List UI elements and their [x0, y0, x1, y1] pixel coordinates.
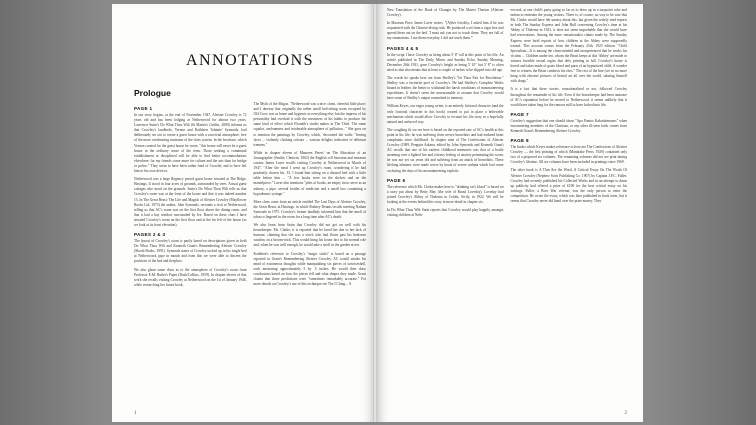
annotation-paragraph: The layout of Crowley's room is partly based on descriptions given in both Do What Thou Wilt and Kenneth Grant's Remembering Aleister Crowley (Skoob Books, 1991). Symonds states of Crowley tucked up in his single bed at Netherwood, pipe in mouth and from this we were able to discern the positions of the bed and fireplace. — [134, 239, 247, 264]
annotation-paragraph: In Do What Thou Wilt Sutin reports that Crowley would play happily amongst visiting children at Neth- — [387, 208, 504, 218]
annotation-paragraph: We also glean some clues as to the atmosphere of Crowley's room from Professor E.M. Butler's Paper (Dusk/Collins, 1959). In chapter eleven of that work she recalls visiting Crowley at Netherwood on the 1st of January 1946, while researching her future book, — [134, 267, 247, 287]
page-number: 2 — [624, 411, 627, 416]
page-number: 1 — [134, 411, 137, 416]
right-page-columns — [387, 8, 627, 221]
right-column-1 — [387, 8, 504, 221]
annotation-paragraph: The reference which Ms. Clarke makes here to "drinking cat's blood" is based on a story put about by Betty May (the wife of Raoul Loveday). Loveday had joined Crowley's Abbey of Thelema in Cefalu, Sicily, in 1922. We will be looking at the events behind this story in more detail in chapter six. — [387, 184, 504, 204]
annotation-paragraph: The coughing fit we see here is based on the reported rate of AC's health at this point in his life; he was suffering from severe bronchitis and had endured heart complaints since childhood. In chapter nine of The Confessions of Aleister Crowley (1989, Penguin Arkana, edited by John Symonds and Kenneth Grant) AC recalls that one of his earliest childhood memories was that of a bottle steaming over a lighted fire and a heavy feeling of anxiety permeating the room; he was not yet six years old and suffering from an attack of bronchitis. These lifelong ailments were made worse by bouts of severe asthma which had come on during the days of his mountaineering exploits. — [387, 127, 504, 173]
annotation-paragraph: New Translation of the Book of Changes by The Master Therion (Aleister Crowley). — [387, 8, 504, 18]
annotation-page-label: PAGES 4 & 5 — [387, 45, 419, 51]
annotation-paragraph: In the script I have Crowley as being about 5' 8" tall at this point of his life. An article published in The Daily Mirror and Sunday Echo, Sunday Morning, December 20th 1931, gave Crowley's height as being 5' 10" but 5' 8" is often sited as that also means that at least a couple of inches to be slipped into old age. — [387, 52, 504, 72]
annotation-paragraph: Netherwood was a large Regency period guest house situated at The Ridge, Hastings. It stood in four acres of grounds, surrounded by trees. Actual guest cottages also stood on the grounds. Sutin's Do What Thou Wilt tells us that Crowley's room was at the front of the house and that it was indeed number 13. In The Great Beast: The Life and Magick of Aleister Crowley (Mayflower Books Ltd, 1973) the author, John Symonds, recounts a visit to Netherwood, telling us that AC's room was on the first floor above the dining room, and that it had a bay window surrounded by Ive. Based on these clues I have situated Crowley's room on the first floor and at the far left of the house (as we look at its front elevation). — [134, 177, 247, 227]
annotation-paragraph: It is a fact that these stories, sensationalised or not, followed Crowley throughout the remainder of his life. Even if the housekeeper had been unaware of AC's reputation before he moved to Netherwood, it seems unlikely that it would have taken long for the rumour mill to have kicked into life. — [510, 87, 627, 107]
left-column-1 — [134, 102, 247, 291]
right-column-2 — [511, 8, 628, 221]
annotation-paragraph: The other book is A Thin Are the Word, A Critical Essay On The Worth Of Aleister Crowley (Nephew Scott Publishing Co. 1907) by Captain J.F.C. Fuller. Crowley had recently published his Collected Works and in an attempt to drum up publicity had offered a prize of £100 for the best critical essay on his writings. Fuller, a Boer War veteran, was the only person to enter the competition. He wrote the essay, which was later published in book form, but it seems that Crowley never did hand over the prize money. They — [510, 168, 627, 203]
annotation-page-label: PAGE 1 — [134, 106, 153, 111]
annotation-page-label: PAGE 6 — [387, 177, 406, 183]
annotation-paragraph: The Myth of the Magus. "Netherwood was a nice, clean, cheerful little place; and I daresay that originally the rather small bed-sitting room occupied by Old Crow was as home and hygienic as everything else; but the impress of his personality had overlaid it with the messiness of his habits to produce the same kind of effect which Elsonith's studio makes in The Thief. The same squalor, uncleanness and intolerable atmosphere of pollution..." She goes on to mention the paintings by Crowley, which, 'decorated the walls: "leering faces ... violently clashing colours ... various delights indicative of delirium tremens." — [253, 102, 366, 147]
annotation-paragraph: In Museum Piece James Laver writes, "[A]fter frivolity, I asked him if he was acquainted with the Chinese diving rods. He produced a set from a cigar box and spread them out on the bed. 'I must ask you not to touch them. They are full of my emanations. I use them everyday. I did not teach them.'" — [387, 21, 504, 41]
annotation-paragraph: The words he speaks here are from Shelley's "let Thou Fair for Resolution." Shelley was a favourite poet of Crowley's. He had Shelley's Complete Works bound in leather, the better to withstand the harsh conditions of mountaineering expeditions. It doesn't seem the unreasonable to assume that Crowley would have some of Shelley's output committed to memory. — [387, 75, 504, 101]
annotation-page-label: PAGE 8 — [510, 138, 529, 144]
left-page-columns — [134, 102, 366, 291]
annotation-paragraph: William Keyes, our eager young writer, is an entirely fictional character (and the only fictional character in this book) created to put in place a believable mechanism which would allow Crowley to recount his life story in a hopefully natural and unforced way. — [387, 104, 504, 124]
left-page — [112, 4, 374, 422]
annotation-paragraph: Kathleen's reference to Crowley's "magic sticks" is based on a passage reported in Grant's Remembering Aleister Crowley. AC would smoke his mind of extraneous thoughts while manipulating six pieces of tortoiseshell, each measuring approximately 5 by .5 inches. He would then draw conclusions based on how the pieces fell and what shapes they made. Grant claims that those predictions were "sometimes remarkably accurate." For more details on Crowley's use of this technique see The I Ching – A — [253, 251, 366, 287]
page-title: ANNOTATIONS — [185, 52, 315, 69]
annotation-paragraph: erwood, at one child's party going so far as to dress up in a turquoise robe and turban to entertain the young visitors. There is, of course, no way to be sure that Ms. Clarke would have felt uneasy about this, but given the widely read reports in both The Sunday Express and John Bull concerning Crowley's time at his Abbey of Thelema in 1923, it does not seem improbable that she would have had reservations. Among the more sensationalist claims made by The Sunday Express were lurid reports of how children at the Abbey were supposedly treated. This account comes from the February 25th, 1923 edition: "Child Specialism—It is among the clean-minded and inexperienced that he works his victims ... Children under ten, whom the Beast keeps at this 'Abbey' are made to witness horrible sexual orgies that defy printing in full. Crowley's house is horrid and takes made of goats blood and parts of an hypnotized child. A wonder free to witness the Beast conducts his rites." The rest of the line (we in no more hung with obscene pictures of bestial art all over the world, saluting himself with drugs." — [510, 8, 627, 84]
annotation-page-label: PAGE 7 — [510, 111, 529, 117]
annotation-page-label: PAGES 2 & 3 — [134, 232, 166, 238]
annotation-paragraph: The books which Keyes makes reference to here are The Confessions of Aleister Crowley — the first printing of which (Mandrake Press, 1929) contained only two of a proposed six volumes. The remaining volumes did not see print during Crowley's lifetime. All six volumes have been included in printings since 1969. — [510, 145, 627, 165]
section-heading: Prologue — [134, 88, 171, 98]
right-page — [377, 4, 643, 422]
annotation-paragraph: Crowley's suggestion that one should shout "Apo Pantos Kakodaimonos" when encountering members of the Christian, or any other ill-seen faith, comes from Kenneth Grant's Remembering Aleister Crowley. — [510, 118, 627, 133]
annotation-paragraph: In our story begins, at the end of November 1947, Aleister Crowley is 72 years old and has been lodging at Netherwood for almost two years. Lawrence Sutin's Do What Thou Wilt (St Martin's Griffin, 2000) informs us that Crowley's landlords, Vernon and Kathleen 'Johnnie' Symonds, had deliberately set out to create a guest house with a convivial atmosphere, free of the more overbearing nostrums of the class system. In the brochure, which Vernon created for the guest house he wrote, "this house will never be a guest house in the ordinary sense of the term. Those seeking a communal establishment or disciplined will be able to find better accommodations elsewhere; for my friends come more for culture and the arts than for bridge or police." They seem to have been rather fond of Crowley and to have left him to his own devices. — [134, 113, 247, 174]
annotation-paragraph: We also learn from Sutin that Crowley did not get on well with his housekeeper. Ms. Clarke; it is reported that he laced her due to her lack of humour, claiming that she was a witch who had flown past his bedroom window on a broom-stick. This would bring his house fact to his normal role and, when he was well enough, he would take a stroll in the garden at ten. — [253, 223, 366, 248]
annotation-paragraph: While in chapter eleven of Maureen Peters' on The Education of an Iconographer (Smilie, Chetwin, 1962) the English cell historian and museum curator James Laver recalls visiting Crowley at Netherwood in March of 1947. "After the meal I went up Crowley's room, wondering if he had prudently chosen his. 33. I found him sitting on a disused bed with a little table before him ... "A few books were on the shelves and on the mantelpiece." Laver also mentions "piles of books, an empty tin to serve as an ashtray, a pipe, several bottles of medicine and a small box containing a hypodermic syringe." — [253, 150, 366, 196]
annotation-paragraph: More clues come from an article entitled The Last Days of Aleister Crowley, the Great Beast, at Hastings, in which Rodney Dennis recalls meeting Nathan Symonds in 1975. Crowley's former landlady informed him that the smell of tobacco lingered in the room for a long time after AC's death. — [253, 199, 366, 219]
left-column-2 — [254, 102, 367, 291]
